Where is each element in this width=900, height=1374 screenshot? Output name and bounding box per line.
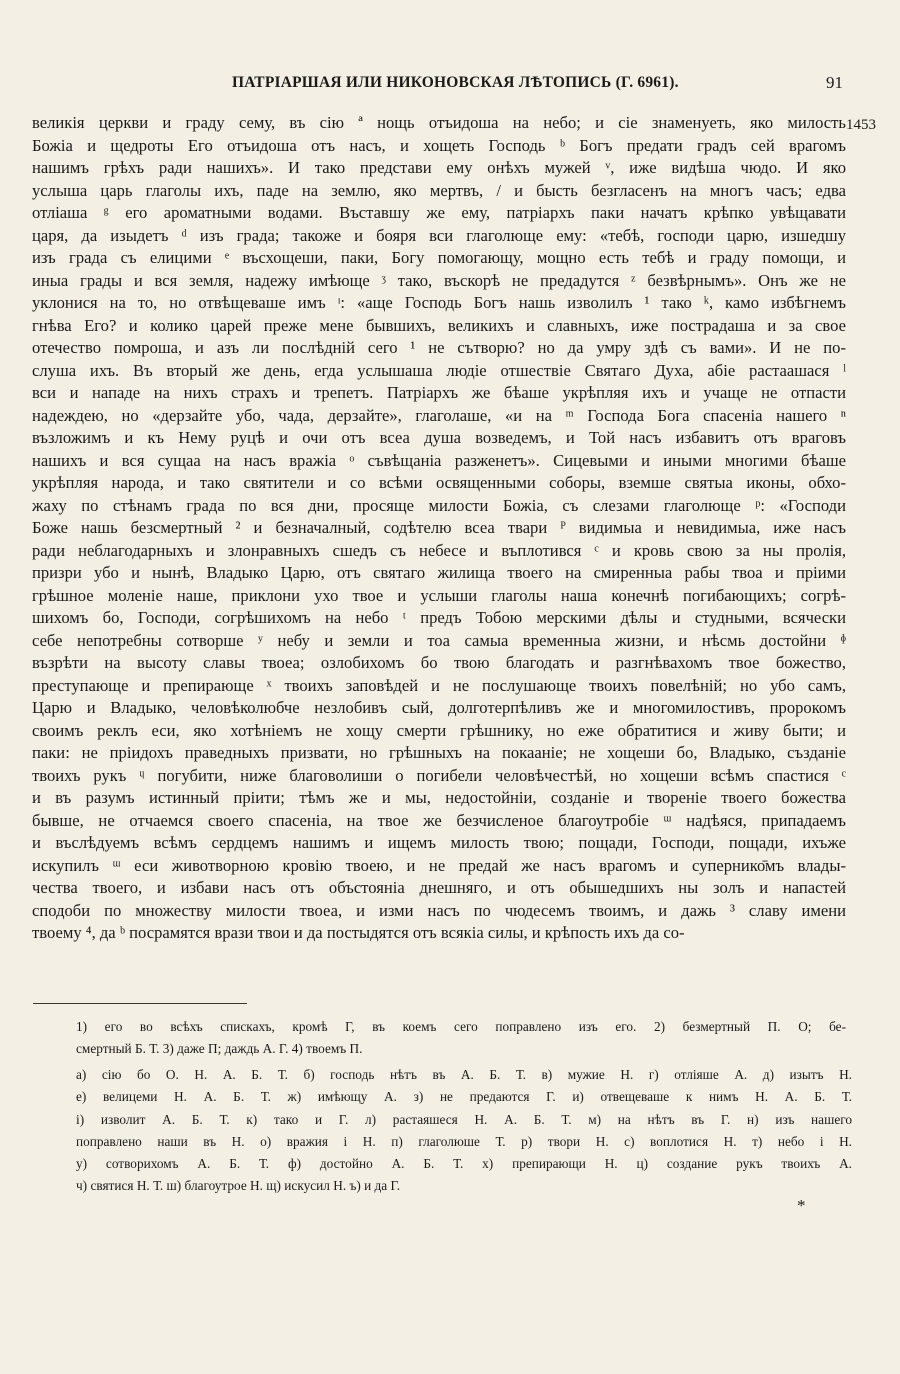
end-mark: * bbox=[797, 1196, 806, 1215]
text-line: Боже нашь безсмертный ² и безначалный, содѣтелю всеа твари ᴾ видимыа и невидимыа, иже насъ bbox=[32, 518, 846, 537]
text-line: укрѣпляя народа, и тако святители и со всѣми освященными соборы, вземше святыа иконы, обхо- bbox=[32, 473, 846, 492]
footnote-line: поправлено наши въ Н. о) вражия і Н. п) глаголюше Т. р) твори Н. с) воплотися Н. т) небо і Н. bbox=[76, 1133, 852, 1149]
lettered-footnotes bbox=[76, 1064, 852, 1198]
footnote-line: у) сотворихомъ А. Б. Т. ф) достойно А. Б. Т. х) препирающи Н. ц) создание рукъ твоихъ А. bbox=[76, 1156, 852, 1172]
text-line: призри убо и нынѣ, Владыко Царю, отъ святаго жилища твоего на смиренныа рабы твоа и пріими bbox=[32, 563, 846, 582]
text-line: вси и нападе на нихъ страхъ и трепетъ. Патріархъ же бѣаше укрѣпляя ихъ и учаще не отпасти bbox=[32, 383, 846, 402]
footnote-line: і) изволит А. Б. Т. к) тако и Г. л) растаяшеся Н. А. Б. Т. м) на нѣтъ въ Г. н) изъ нашего bbox=[76, 1111, 852, 1127]
text-line: нашихъ и вся сущаа на насъ вражіа ᵒ съвѣщанiа разженетъ». Сицевыми и иными многими бѣаше bbox=[32, 450, 846, 470]
text-line: твоему ⁴, да ᵇ посрамятся врази твои и да постыдятся отъ всякіа силы, и крѣпость ихъ да со- bbox=[32, 923, 685, 942]
text-line: царя, да изыдетъ ᵈ изъ града; такоже и бояря вси глаголюще ему: «тебѣ, господи царю, изшедшу bbox=[32, 225, 846, 245]
page-title: ПАТРІАРШАЯ ИЛИ НИКОНОВСКАЯ ЛѢТОПИСЬ (Г. 6961). bbox=[232, 74, 679, 91]
footnote-line: смертный Б. Т. 3) даже П; даждь А. Г. 4) твоемъ П. bbox=[76, 1041, 363, 1056]
text-line: уклонися на то, но отвѣщеваше имъ ᶦ: «аще Господь Богъ нашь изволилъ ¹ тако ᵏ, камо избѣгнемъ bbox=[32, 293, 846, 312]
text-line: нашимъ грѣхъ ради нашихъ». И тако представи ему онѣхъ мужей ᵛ, иже видѣша чюдо. И яко bbox=[32, 158, 846, 177]
text-line: чества твоего, и избави насъ отъ объстоянiа днешняго, и отъ обышедшихъ ны золъ и напастей bbox=[32, 878, 846, 897]
text-line: надеждею, но «дерзайте убо, чада, дерзайте», глаголаше, «и на ᵐ Господа Бога спасенiа нашего ⁿ bbox=[32, 405, 846, 425]
text-line: грѣшное моленіе наше, приклони ухо твое и услыши глаголы наша конечнѣ погибающихъ; согрѣ- bbox=[32, 585, 846, 605]
text-line: паки: не пріидохъ праведныхъ призвати, но грѣшныхъ на покааніе; не хощеши бо, Владыко, създаніе bbox=[32, 743, 846, 762]
text-line: иныа грады и вся земля, надежу имѣюще ᶾ тако, въскорѣ не предадутся ᶻ безвѣрнымъ». Онъ же не bbox=[32, 270, 846, 290]
text-line: ради неблагодарныхъ и злонравныхъ сшедъ съ небесе и въплотився ᶜ и кровь свою за ны пролія, bbox=[32, 540, 846, 560]
text-line: Царю и Владыко, человѣколюбче незлобивъ сый, долготерпѣливъ же и многомилостивъ, пророкомъ bbox=[32, 698, 846, 717]
text-line: бывше, не отчаемся своего спасенiа, на твое же безчисленое благоутробіе ᵚ надѣяся, припадаемъ bbox=[32, 810, 846, 830]
text-line: отліаша ᵍ его ароматными водами. Въставшу же ему, патріархъ паки начатъ крѣпко увѣщавати bbox=[32, 203, 846, 222]
text-line: изъ града съ елицими ᵉ въсхощеши, паки, Богу помогающу, мощно есть тебѣ и граду помощи, и bbox=[32, 248, 846, 267]
page-number: 91 bbox=[826, 73, 843, 92]
footnote-line: е) велицеми Н. А. Б. Т. ж) имѣющу А. з) не предаются Г. и) отвещеваше к нимъ Н. А. Б. Т. bbox=[76, 1089, 852, 1105]
text-line: слуша ихъ. Въ вторый же день, егда услышаша людіе отшествіе Святаго Духа, абіе растаашася ˡ bbox=[32, 360, 846, 380]
text-line: шихомъ бо, Господи, согрѣшихомъ на небо ᵗ предъ Тобою мерскими дѣлы и студными, всячески bbox=[32, 608, 846, 627]
text-line: гнѣва Его? и колико царей преже мене бывшихъ, великихъ и славныхъ, иже пострадаша и за свое bbox=[32, 315, 846, 335]
text-line: възложимъ и къ Нему руцѣ и очи отъ всеа душа возведемъ, и Той насъ избавитъ отъ враговъ bbox=[32, 428, 846, 447]
text-line: сподоби по множеству милости твоеа, и изми насъ по чюдесемъ твоимъ, и дажь ³ славу имени bbox=[32, 900, 846, 920]
footnote-line: а) сію бо О. Н. А. Б. Т. б) господь нѣтъ въ А. Б. Т. в) мужие Н. г) отліяше А. д) изытъ Н. bbox=[76, 1067, 852, 1082]
margin-year: 1453 bbox=[846, 117, 876, 133]
text-line: твоихъ рукъ ᶣ погубити, ниже благоволиши о погибели человѣчестѣй, но хощеши всѣмъ спастися ᶜ bbox=[32, 765, 846, 785]
footnote-line: 1) его во всѣхъ спискахъ, кромѣ Г, въ коемъ сего поправлено изъ его. 2) безмертный П. О; бе- bbox=[76, 1019, 846, 1034]
numbered-footnotes bbox=[76, 1016, 846, 1060]
footnote-divider bbox=[33, 1003, 247, 1004]
text-line: преступающе и препирающе ˣ твоихъ заповѣдей и не послушающе твоихъ повелѣній; но убо самъ, bbox=[32, 675, 846, 695]
text-line: услыша царь глаголы ихъ, паде на землю, яко мертвъ, / и бысть безгласенъ на многъ часъ; едва bbox=[32, 180, 846, 200]
text-line: Божіа и щедроты Его отъидоша отъ насъ, и хощеть Господь ᵇ Богъ предати градъ сей врагомъ bbox=[32, 135, 846, 155]
text-line: отечество помроша, и азъ ли послѣдній сего ¹ не сътворю? но да умру здѣ съ вами». И не по- bbox=[32, 338, 846, 357]
text-line: и въслѣдуемъ всѣмъ сердцемъ нашимъ и ищемъ милость твою; пощади, Господи, пощади, ихъже bbox=[32, 833, 846, 852]
running-head bbox=[0, 70, 900, 100]
text-line: жаху по стѣнамъ града по вся дни, просяще милости Божіа, съ слезами глаголюще ᵖ: «Господи bbox=[32, 495, 846, 515]
text-line: своимъ реклъ еси, яко хотѣніемъ не хощу смерти грѣшнику, но еже обратитися и живу быти; и bbox=[32, 720, 846, 740]
text-line: и въ разумъ истинный пріити; тѣмъ же и мы, недостойніи, созданіе и твореніе твоего божества bbox=[32, 788, 846, 807]
text-line: възрѣти на высоту славы твоеа; озлобихомъ бо твою благодать и разгнѣвахомъ твое божество, bbox=[32, 653, 846, 672]
text-line: себе непотребны сотворше ʸ небу и земли и тоа самыа временныа жизни, и нѣсмь достойни ᶲ bbox=[32, 630, 846, 650]
main-text bbox=[32, 112, 846, 945]
text-line: великія церкви и граду сему, въ сію ª нощь отъидоша на небо; и сіе знаменуеть, яко милость bbox=[32, 113, 846, 132]
text-line: искупилъ ᵚ еси животворною кровію твоею, и не предай же насъ врагомъ и супернико̄мъ влады- bbox=[32, 855, 846, 875]
footnote-line: ч) святися Н. Т. ш) благоутрое Н. щ) искусил Н. ъ) и да Г. bbox=[76, 1178, 401, 1194]
